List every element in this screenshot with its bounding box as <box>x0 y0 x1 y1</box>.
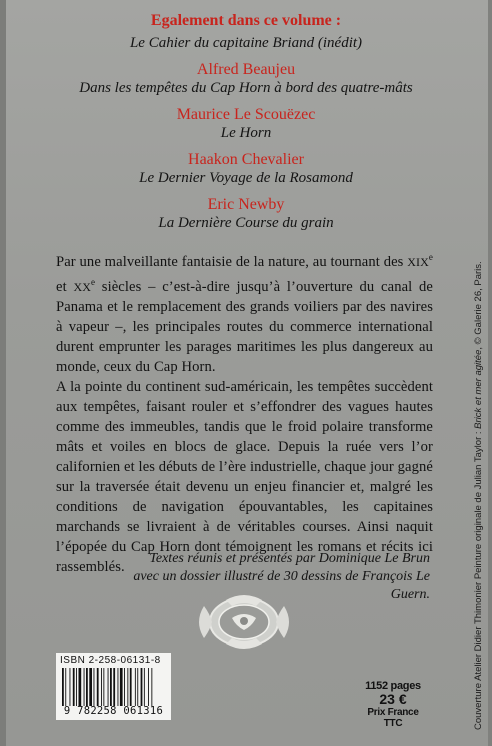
ean-number: 9 782258 061316 <box>63 705 164 717</box>
section-heading: Egalement dans ce volume : <box>150 12 342 29</box>
book-author: Alfred Beaujeu <box>196 61 296 78</box>
illustrator-credit-line: avec un dossier illustré de 30 dessins de François Le Guern. <box>133 569 430 602</box>
barcode-bar <box>110 668 112 706</box>
barcode-bar <box>86 668 88 706</box>
isbn-text: ISBN 2-258-06131-8 <box>60 655 161 666</box>
barcode-bar <box>103 668 104 706</box>
barcode-bar <box>70 668 71 706</box>
barcode-bar <box>120 668 123 706</box>
barcode-bar <box>62 668 64 706</box>
blurb-text <box>56 247 433 577</box>
book-author: Maurice Le Scouëzec <box>176 106 316 123</box>
book-title: Le Horn <box>220 125 272 141</box>
price-block <box>358 680 428 729</box>
price-label: Prix France TTC <box>367 707 419 729</box>
price-amount: 23 € <box>379 691 407 707</box>
book-title: Le Dernier Voyage de la Rosamond <box>139 170 353 186</box>
book-title: Le Cahier du capitaine Briand (inédit) <box>129 35 363 51</box>
barcode-bar <box>135 668 136 706</box>
page-count: 1152 pages <box>365 680 421 692</box>
barcode-bar <box>97 668 99 706</box>
book-author: Eric Newby <box>207 196 285 213</box>
barcode-bar <box>124 668 125 706</box>
book-title: Dans les tempêtes du Cap Horn à bord des quatre-mâts <box>79 80 413 96</box>
barcode-bar <box>76 668 77 706</box>
barcode-bar <box>127 668 128 706</box>
barcode-bar <box>137 668 138 706</box>
barcode-bar <box>144 668 145 706</box>
blurb-paragraph-1: Par une malveillante fantaisie de la nature, au tournant des XIXe et XXe siècles – c’est-à-dire jusqu’à l’ouverture du canal de Panama et le remplacement des grands voiliers par des navires à vapeur –, les principales routes du commerce international durent emprunter les parages maritimes les plus dangereux au monde, ceux du Cap Horn. <box>56 252 433 375</box>
barcode-bar <box>84 668 85 706</box>
barcode-bar <box>113 668 115 706</box>
barcode-bar <box>73 668 75 706</box>
barcode-bar <box>101 668 102 706</box>
editor-credit-line: Textes réunis et présentés par Dominique Le Brun <box>149 551 430 566</box>
barcode-bar <box>118 668 119 706</box>
barcode-bar <box>94 668 95 706</box>
barcode-bar <box>130 668 132 706</box>
publisher-emblem-icon <box>186 592 302 652</box>
barcode-bar <box>79 668 82 706</box>
blurb-paragraph-2: A la pointe du continent sud-américain, les tempêtes succèdent aux tempêtes, faisant rouler et s’effondrer des vagues hautes comme des immeubles, tandis que le froid polaire transforme mâts et voiles en blocs de glace. Depuis la ruée vers l’or californien et les débuts de l’ère industrielle, chaque jour gagné sur la traversée était devenu un enjeu financier et, malgré les conditions de navigation épouvantables, les capitaines marchands se livraient à de véritables courses. Ainsi naquit l’épopée du Cap Horn dont témoignent les romans et récits ici rassemblés. <box>56 378 433 575</box>
barcode-label <box>56 653 171 720</box>
barcode-icon <box>60 668 165 706</box>
book-title: La Dernière Course du grain <box>158 215 334 231</box>
barcode-bar <box>141 668 143 706</box>
barcode-bar <box>151 668 152 706</box>
also-in-volume-section <box>0 12 492 233</box>
barcode-bar <box>89 668 92 706</box>
cover-credit-vertical: Couverture Atelier Didier Thimonier Peinture originale de Julian Taylor : Brick et mer agitée, © Galerie 26, Paris. <box>473 261 484 730</box>
book-author: Haakon Chevalier <box>188 151 304 168</box>
barcode-bar <box>65 668 66 706</box>
barcode-bar <box>148 668 149 706</box>
barcode-bar <box>108 668 109 706</box>
